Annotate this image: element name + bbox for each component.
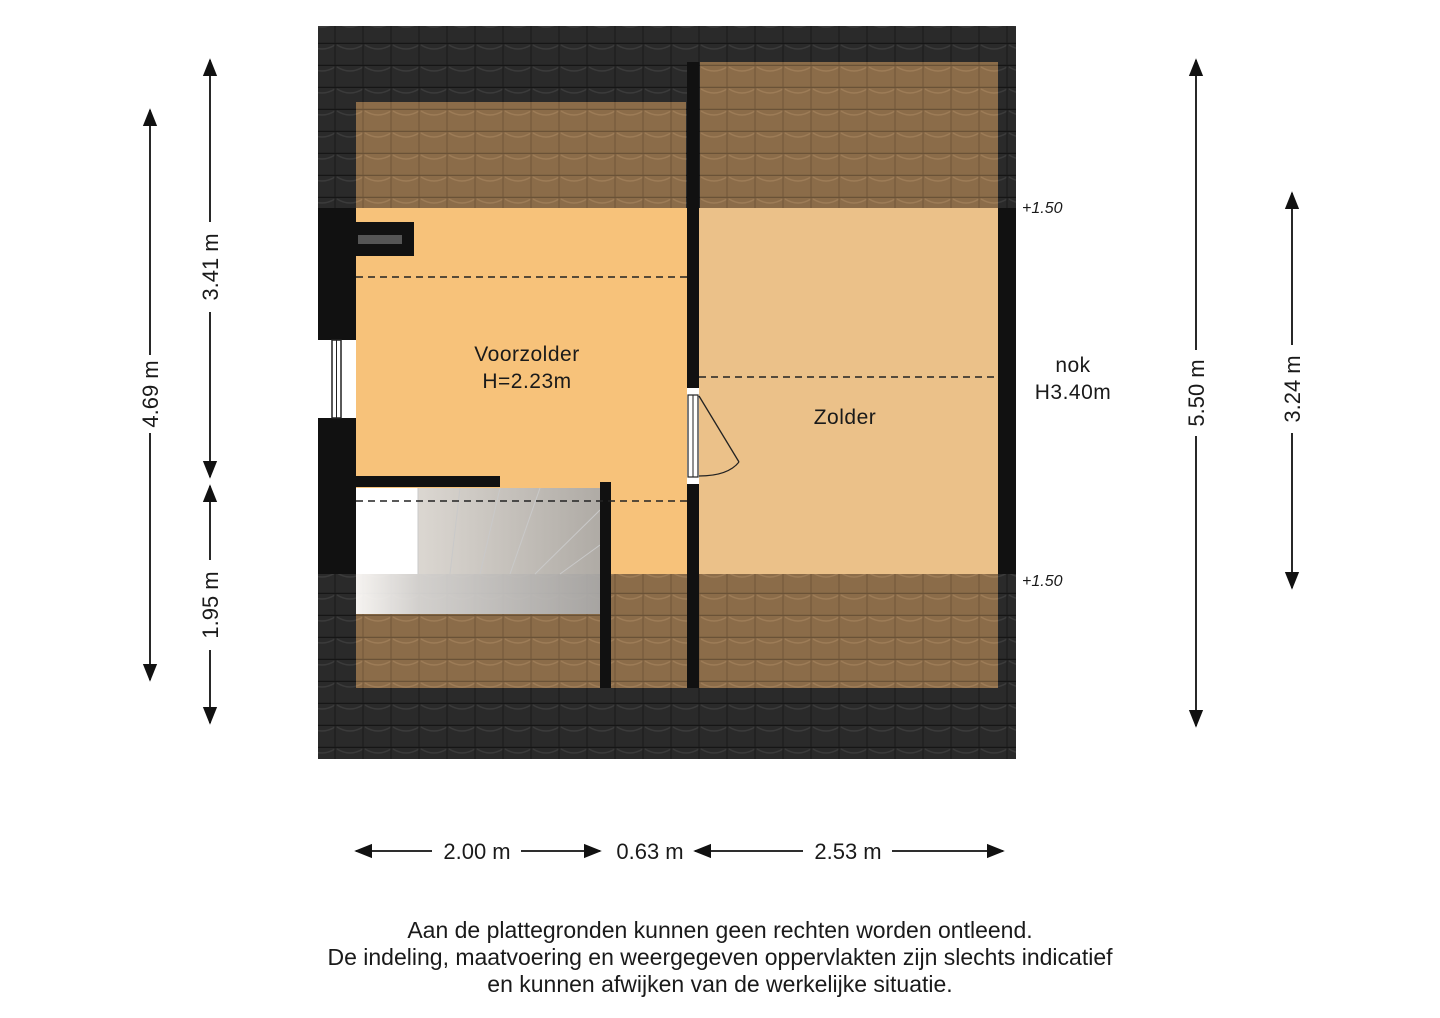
room-height-voorzolder: H=2.23m <box>482 370 572 393</box>
room-name-zolder: Zolder <box>813 406 877 429</box>
window <box>318 340 356 418</box>
disclaimer-line-1: Aan de plattegronden kunnen geen rechten worden ontleend. <box>407 917 1033 943</box>
roof-slope-upper-left <box>356 102 686 208</box>
dim-left-lower: 1.95 m <box>198 571 223 639</box>
dim-bottom-2: 0.63 m <box>616 839 684 864</box>
dim-bottom-3: 2.53 m <box>814 839 882 864</box>
roof-slope-upper-right <box>700 62 998 208</box>
level-marker-top: +1.50 <box>1022 200 1063 217</box>
level-marker-bottom: +1.50 <box>1022 573 1063 590</box>
zolder-floor <box>699 208 998 574</box>
disclaimer <box>0 917 1440 998</box>
disclaimer-line-2: De indeling, maatvoering en weergegeven oppervlakten zijn slechts indicatief <box>327 944 1113 970</box>
dim-left-outer: 4.69 m <box>138 360 163 428</box>
staircase <box>356 488 600 614</box>
room-name-voorzolder: Voorzolder <box>474 343 580 366</box>
chimney-vent <box>358 235 402 244</box>
roof-slope-lower-middle <box>611 574 687 688</box>
dim-bottom-1: 2.00 m <box>443 839 511 864</box>
roof-slope-lower-right <box>699 574 998 688</box>
ridge-label: nok <box>1055 354 1091 377</box>
dim-right-inner: 3.24 m <box>1280 355 1305 423</box>
ridge-height: H3.40m <box>1034 381 1112 404</box>
dim-left-upper: 3.41 m <box>198 233 223 301</box>
disclaimer-line-3: en kunnen afwijken van de werkelijke situatie. <box>487 971 953 997</box>
dim-right-outer: 5.50 m <box>1184 359 1209 427</box>
